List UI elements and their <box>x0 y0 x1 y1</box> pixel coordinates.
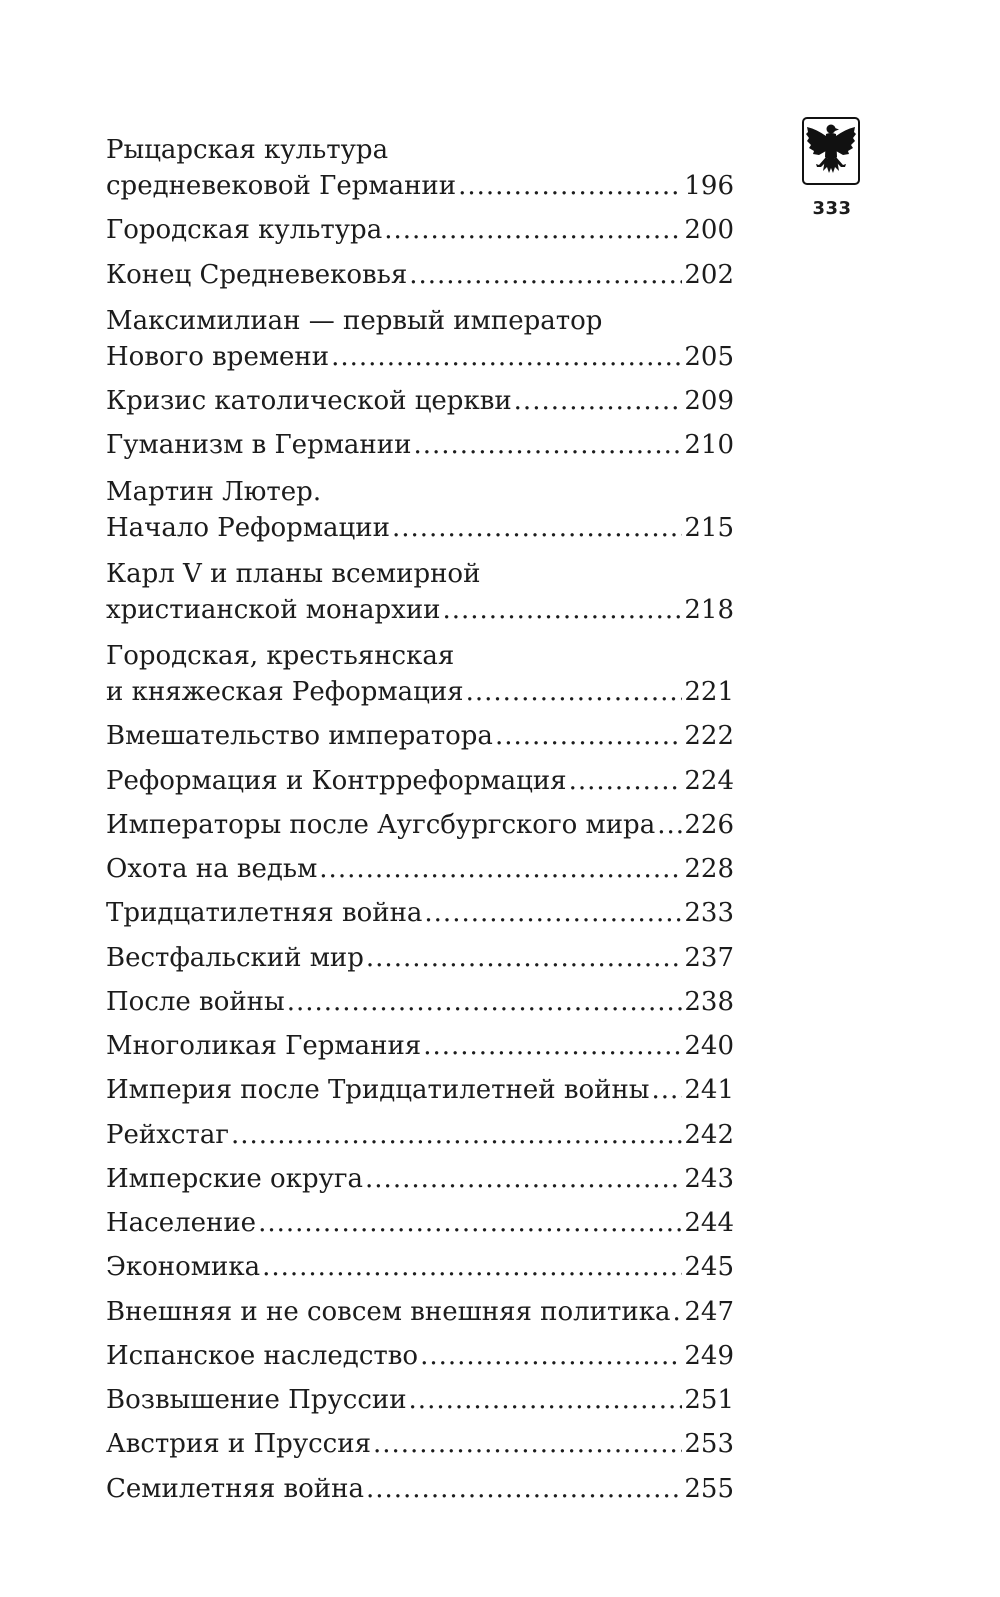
toc-entry-page: 244 <box>684 1208 734 1238</box>
dot-leader <box>495 714 682 758</box>
dot-leader <box>514 379 683 423</box>
table-of-contents <box>106 126 734 1511</box>
dot-leader <box>392 506 682 550</box>
toc-entry-page: 245 <box>684 1252 734 1283</box>
toc-entry-title: Внешняя и не совсем внешняя политика <box>106 1296 671 1327</box>
toc-entry-page: 209 <box>684 386 734 416</box>
toc-entry-title-line: Максимилиан — первый император <box>106 305 603 336</box>
toc-entry-page: 240 <box>684 1031 734 1061</box>
dot-leader <box>231 1113 682 1157</box>
toc-entry-title: Вмешательство императора <box>106 721 493 752</box>
toc-entry[interactable] <box>106 1201 734 1245</box>
toc-entry-page: 249 <box>684 1340 734 1371</box>
toc-entry[interactable] <box>106 1334 734 1378</box>
toc-entry-page: 215 <box>684 512 734 543</box>
dot-leader <box>413 423 682 467</box>
toc-entry-title: Императоры после Аугсбургского мира <box>106 809 656 840</box>
toc-entry-title-line: Карл V и планы всемирной <box>106 558 481 589</box>
toc-entry[interactable] <box>106 379 734 423</box>
toc-entry[interactable] <box>106 253 734 297</box>
toc-entry-title: Охота на ведьм <box>106 854 318 884</box>
dot-leader <box>319 847 682 891</box>
toc-entry-page: 218 <box>684 594 734 625</box>
toc-entry-page: 202 <box>684 259 734 290</box>
toc-entry-title: Экономика <box>106 1252 261 1283</box>
toc-entry-title-line: Рыцарская культура <box>106 135 389 165</box>
toc-entry-title: Имперские округа <box>106 1163 364 1194</box>
toc-entry-title-line: и княжеская Реформация <box>106 677 464 707</box>
toc-entry-page: 196 <box>684 171 734 201</box>
toc-entry-title: Городская культура <box>106 215 383 246</box>
page-number: 333 <box>812 198 852 219</box>
toc-entry-page: 224 <box>684 765 734 796</box>
toc-entry[interactable] <box>106 980 734 1024</box>
dot-leader <box>366 1467 682 1511</box>
toc-entry[interactable] <box>106 1157 734 1201</box>
dot-leader <box>366 936 682 980</box>
toc-entry[interactable] <box>106 759 734 803</box>
toc-entry-title: Реформация и Контрреформация <box>106 765 567 796</box>
dot-leader <box>262 1245 682 1289</box>
toc-entry-title-line: Мартин Лютер. <box>106 476 322 507</box>
dot-leader <box>365 1157 682 1201</box>
toc-entry-title: Население <box>106 1208 257 1238</box>
toc-entry[interactable] <box>106 1068 734 1112</box>
toc-entry[interactable] <box>106 297 734 379</box>
dot-leader <box>409 253 682 297</box>
toc-entry-title: Конец Средневековья <box>106 259 408 290</box>
toc-entry[interactable] <box>106 891 734 935</box>
toc-entry-page: 237 <box>684 942 734 973</box>
dot-leader <box>423 1024 682 1068</box>
toc-entry-page: 200 <box>684 215 734 246</box>
toc-entry-title: Империя после Тридцатилетней войны <box>106 1075 650 1106</box>
toc-entry[interactable] <box>106 632 734 714</box>
toc-entry-title: Возвышение Пруссии <box>106 1385 407 1415</box>
toc-entry[interactable] <box>106 208 734 252</box>
dot-leader <box>569 759 683 803</box>
dot-leader <box>651 1068 682 1112</box>
toc-entry-page: 210 <box>684 430 734 461</box>
toc-entry-title-line: Нового времени <box>106 341 330 372</box>
toc-entry-page: 241 <box>684 1075 734 1106</box>
dot-leader <box>287 980 683 1024</box>
dot-leader <box>657 803 682 847</box>
german-eagle-icon <box>802 117 860 187</box>
toc-entry[interactable] <box>106 1113 734 1157</box>
toc-entry-page: 226 <box>684 809 734 840</box>
toc-entry[interactable] <box>106 1024 734 1068</box>
toc-entry-page: 242 <box>684 1119 734 1150</box>
toc-entry-page: 205 <box>684 341 734 372</box>
toc-entry[interactable] <box>106 126 734 208</box>
toc-entry-title-line: Начало Реформации <box>106 512 390 543</box>
toc-entry-page: 238 <box>684 986 734 1017</box>
dot-leader <box>466 670 683 714</box>
toc-entry[interactable] <box>106 936 734 980</box>
toc-entry[interactable] <box>106 803 734 847</box>
dot-leader <box>373 1422 682 1466</box>
toc-entry-title-line: христианской монархии <box>106 594 441 625</box>
toc-entry-page: 233 <box>684 898 734 929</box>
toc-entry[interactable] <box>106 1422 734 1466</box>
toc-entry-title: Тридцатилетняя война <box>106 898 423 929</box>
dot-leader <box>384 208 682 252</box>
toc-entry-page: 251 <box>684 1385 734 1415</box>
toc-entry-page: 222 <box>684 721 734 752</box>
toc-entry-title: Многоликая Германия <box>106 1031 422 1061</box>
toc-entry-title-line: Городская, крестьянская <box>106 641 455 671</box>
toc-entry-title-line: средневековой Германии <box>106 171 457 201</box>
dot-leader <box>420 1334 682 1378</box>
toc-entry-title: Рейхстаг <box>106 1119 229 1150</box>
toc-entry[interactable] <box>106 1290 734 1334</box>
toc-entry-title: Семилетняя война <box>106 1473 364 1504</box>
toc-entry-page: 243 <box>684 1163 734 1194</box>
toc-entry-title: Испанское наследство <box>106 1340 419 1371</box>
toc-entry[interactable] <box>106 550 734 632</box>
dot-leader <box>458 164 682 208</box>
dot-leader <box>424 891 682 935</box>
dot-leader <box>409 1378 683 1422</box>
toc-entry[interactable] <box>106 714 734 758</box>
toc-entry[interactable] <box>106 468 734 550</box>
toc-entry-page: 255 <box>684 1473 734 1504</box>
toc-entry-page: 221 <box>684 677 734 707</box>
toc-entry[interactable] <box>106 1378 734 1422</box>
dot-leader <box>331 335 682 379</box>
dot-leader <box>258 1201 682 1245</box>
toc-entry[interactable] <box>106 1245 734 1289</box>
toc-entry-title: Австрия и Пруссия <box>106 1429 371 1460</box>
dot-leader <box>672 1290 682 1334</box>
toc-entry-title: После войны <box>106 986 285 1017</box>
dot-leader <box>442 588 682 632</box>
toc-entry[interactable] <box>106 847 734 891</box>
toc-entry[interactable] <box>106 1467 734 1511</box>
toc-entry[interactable] <box>106 423 734 467</box>
toc-entry-page: 247 <box>684 1296 734 1327</box>
toc-entry-page: 253 <box>684 1429 734 1460</box>
toc-entry-title: Кризис католической церкви <box>106 386 512 416</box>
toc-entry-title: Гуманизм в Германии <box>106 430 412 461</box>
toc-entry-page: 228 <box>684 854 734 884</box>
toc-entry-title: Вестфальский мир <box>106 942 364 973</box>
